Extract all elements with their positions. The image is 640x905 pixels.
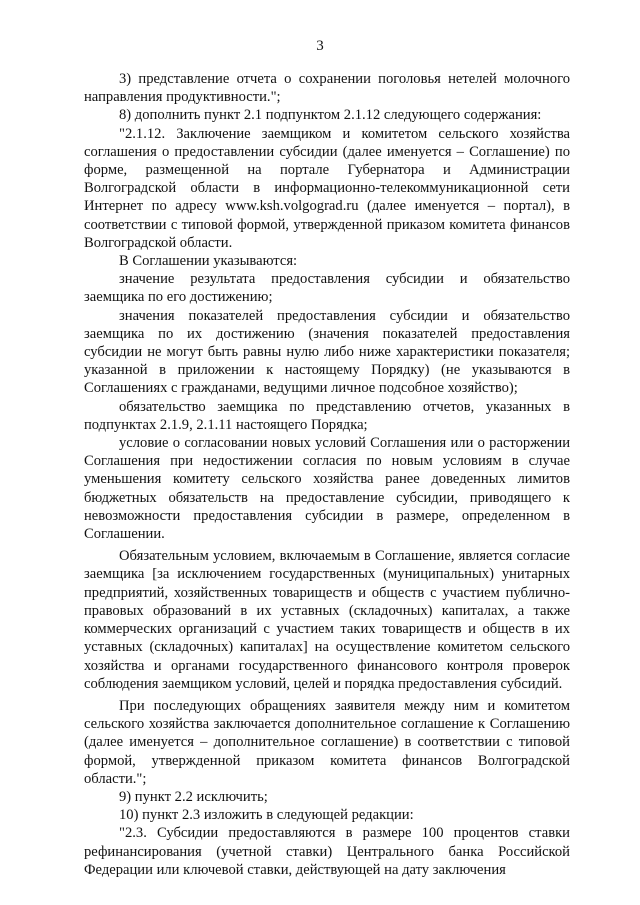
paragraph-item-3: 3) представление отчета о сохранении поголовья нетелей молочного направления продуктивности."; [84,71,570,106]
paragraph-2-1-12: "2.1.12. Заключение заемщиком и комитетом сельского хозяйства соглашения о предоставлении субсидии (далее именуется – Соглашение) по форме, размещенной на портале Губернатора и Администрации Волгоградской области в информационно-телекоммуникационной сети Интернет по адресу www.ksh.volgograd.ru (далее именуется – портал), в соответствии с типовой формой, утвержденной приказом комитета финансов Волгоградской области. [84,125,570,251]
paragraph-2-3: "2.3. Субсидии предоставляются в размере 100 процентов ставки рефинансирования (учетной ставки) Центрального банка Российской Федерации или ключевой ставки, действующей на дату заключения [84,825,570,878]
paragraph-new-conditions: условие о согласовании новых условий Соглашения или о расторжении Соглашения при недостижении согласия по новым условиям в случае уменьшения комитету сельского хозяйства ранее доведенных лимитов бюджетных обязательств на предоставление субсидии, приводящего к невозможности предоставления субсидии в размере, определенном в Соглашении. [84,435,570,543]
paragraph-reporting-obligation: обязательство заемщика по представлению отчетов, указанных в подпунктах 2.1.9, 2.1.11 настоящего Порядка; [84,398,570,433]
paragraph-result-value: значение результата предоставления субсидии и обязательство заемщика по его достижению; [84,271,570,306]
paragraph-agreement-intro: В Соглашении указываются: [119,253,298,270]
paragraph-item-8: 8) дополнить пункт 2.1 подпунктом 2.1.12 следующего содержания: [119,107,542,124]
paragraph-mandatory-condition: Обязательным условием, включаемым в Соглашение, является согласие заемщика [за исключением государственных (муниципальных) унитарных предприятий, хозяйственных товариществ и обществ с участием публично-правовых образований в их уставных (складочных) капиталах, а также коммерческих организаций с участием таких товариществ и обществ в их уставных (складочных) капиталах] на осуществление комитетом сельского хозяйства и органами государственного финансового контроля проверок соблюдения заемщиком условий, целей и порядка предоставления субсидий. [84,548,570,692]
paragraph-item-10: 10) пункт 2.3 изложить в следующей редакции: [119,807,414,824]
paragraph-indicator-values: значения показателей предоставления субсидии и обязательство заемщика по их достижению (значения показателей предоставления субсидии не могут быть равны нулю либо ниже характеристики показателя; указанной в приложении к настоящему Порядку) (не указываются в Соглашениях с гражданами, ведущими личное подсобное хозяйство); [84,307,570,397]
paragraph-item-9: 9) пункт 2.2 исключить; [119,788,268,805]
document-body [84,70,570,879]
page-number: 3 [316,38,324,54]
paragraph-additional-agreement: При последующих обращениях заявителя между ним и комитетом сельского хозяйства заключается дополнительное соглашение к Соглашению (далее именуется – дополнительное соглашение) в соответствии с типовой формой, утвержденной приказом комитета финансов Волгоградской области."; [84,697,570,787]
